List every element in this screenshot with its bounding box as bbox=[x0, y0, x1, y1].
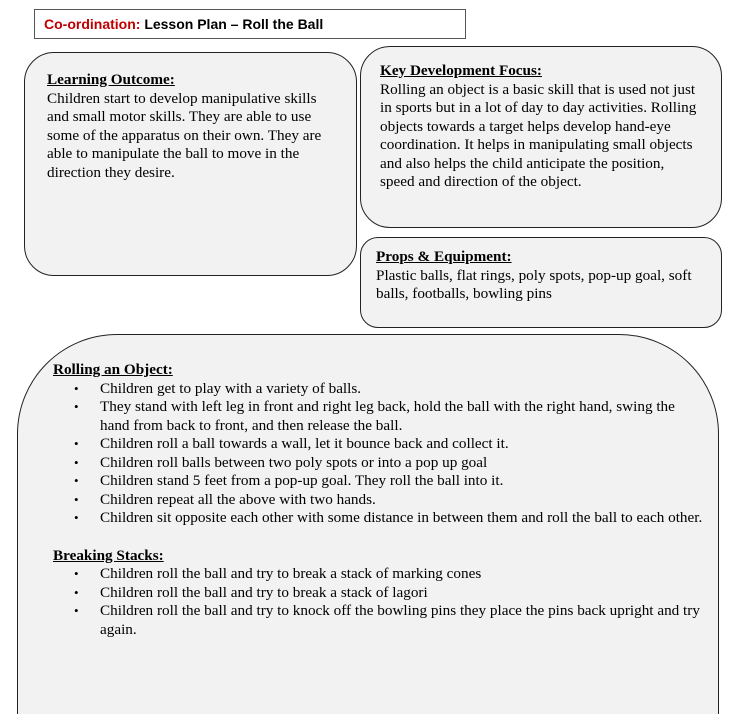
activities-panel bbox=[17, 334, 719, 714]
list-item bbox=[53, 398, 708, 435]
bullet: • bbox=[74, 380, 79, 396]
list-item-text: Children sit opposite each other with some distance in between them and roll the ball to each other. bbox=[100, 509, 703, 526]
lesson-title-box bbox=[34, 9, 466, 39]
list-item-text: Children stand 5 feet from a pop-up goal. They roll the ball into it. bbox=[100, 472, 504, 489]
list-item bbox=[53, 491, 708, 510]
list-item-text: Children repeat all the above with two hands. bbox=[100, 490, 376, 508]
rolling-list bbox=[53, 380, 708, 528]
list-item bbox=[53, 380, 708, 399]
bullet: • bbox=[74, 510, 79, 525]
rolling-heading: Rolling an Object: bbox=[53, 361, 173, 378]
learning-outcome-text: Children start to develop manipulative skills and small motor skills. They are able to use some of the apparatus on their own. They are able to manipulate the ball to move in the direction they desire. bbox=[47, 89, 322, 181]
title-accent: Co-ordination: bbox=[44, 16, 141, 32]
breaking-heading: Breaking Stacks: bbox=[53, 546, 164, 564]
page-title: Lesson Plan – Roll the Ball bbox=[144, 16, 324, 32]
list-item-text: They stand with left leg in front and right leg back, hold the ball with the right hand, swing the hand from back to front, and then release the ball. bbox=[100, 398, 675, 434]
list-item-text: Children roll the ball and try to break a stack of marking cones bbox=[100, 565, 482, 582]
props-text: Plastic balls, flat rings, poly spots, pop-up goal, soft balls, footballs, bowling pins bbox=[376, 266, 692, 302]
bullet: • bbox=[74, 399, 79, 414]
bullet: • bbox=[74, 603, 79, 618]
learning-outcome-panel bbox=[24, 52, 357, 276]
list-item-text: Children roll a ball towards a wall, let it bounce back and collect it. bbox=[100, 435, 509, 452]
list-item-text: Children get to play with a variety of balls. bbox=[100, 379, 362, 397]
bullet: • bbox=[74, 454, 79, 470]
list-item bbox=[53, 509, 708, 528]
bullet: • bbox=[74, 491, 79, 507]
key-focus-heading: Key Development Focus: bbox=[380, 62, 542, 79]
key-focus-panel bbox=[360, 46, 722, 228]
props-equipment-panel bbox=[360, 237, 722, 328]
list-item-text: Children roll balls between two poly spots or into a pop up goal bbox=[100, 453, 488, 471]
list-item bbox=[53, 472, 708, 491]
bullet: • bbox=[74, 436, 79, 451]
list-item-text: Children roll the ball and try to break a stack of lagori bbox=[100, 583, 428, 601]
bullet: • bbox=[74, 584, 79, 600]
list-item bbox=[53, 602, 708, 639]
props-heading: Props & Equipment: bbox=[376, 248, 512, 265]
key-focus-text: Rolling an object is a basic skill that is used not just in sports but in a lot of day to day activities. Rolling objects towards a target helps develop hand-eye coordination. It helps in manipulating small objects and also helps the child anticipate the position, speed and direction of the object. bbox=[380, 80, 697, 190]
bullet: • bbox=[74, 566, 79, 581]
learning-outcome-heading: Learning Outcome: bbox=[47, 71, 175, 88]
list-item-text: Children roll the ball and try to knock off the bowling pins they place the pins back upright and try again. bbox=[100, 602, 700, 638]
list-item bbox=[53, 565, 708, 584]
list-item bbox=[53, 584, 708, 603]
list-item bbox=[53, 435, 708, 454]
breaking-list bbox=[53, 565, 708, 639]
bullet: • bbox=[74, 473, 79, 488]
list-item bbox=[53, 454, 708, 473]
